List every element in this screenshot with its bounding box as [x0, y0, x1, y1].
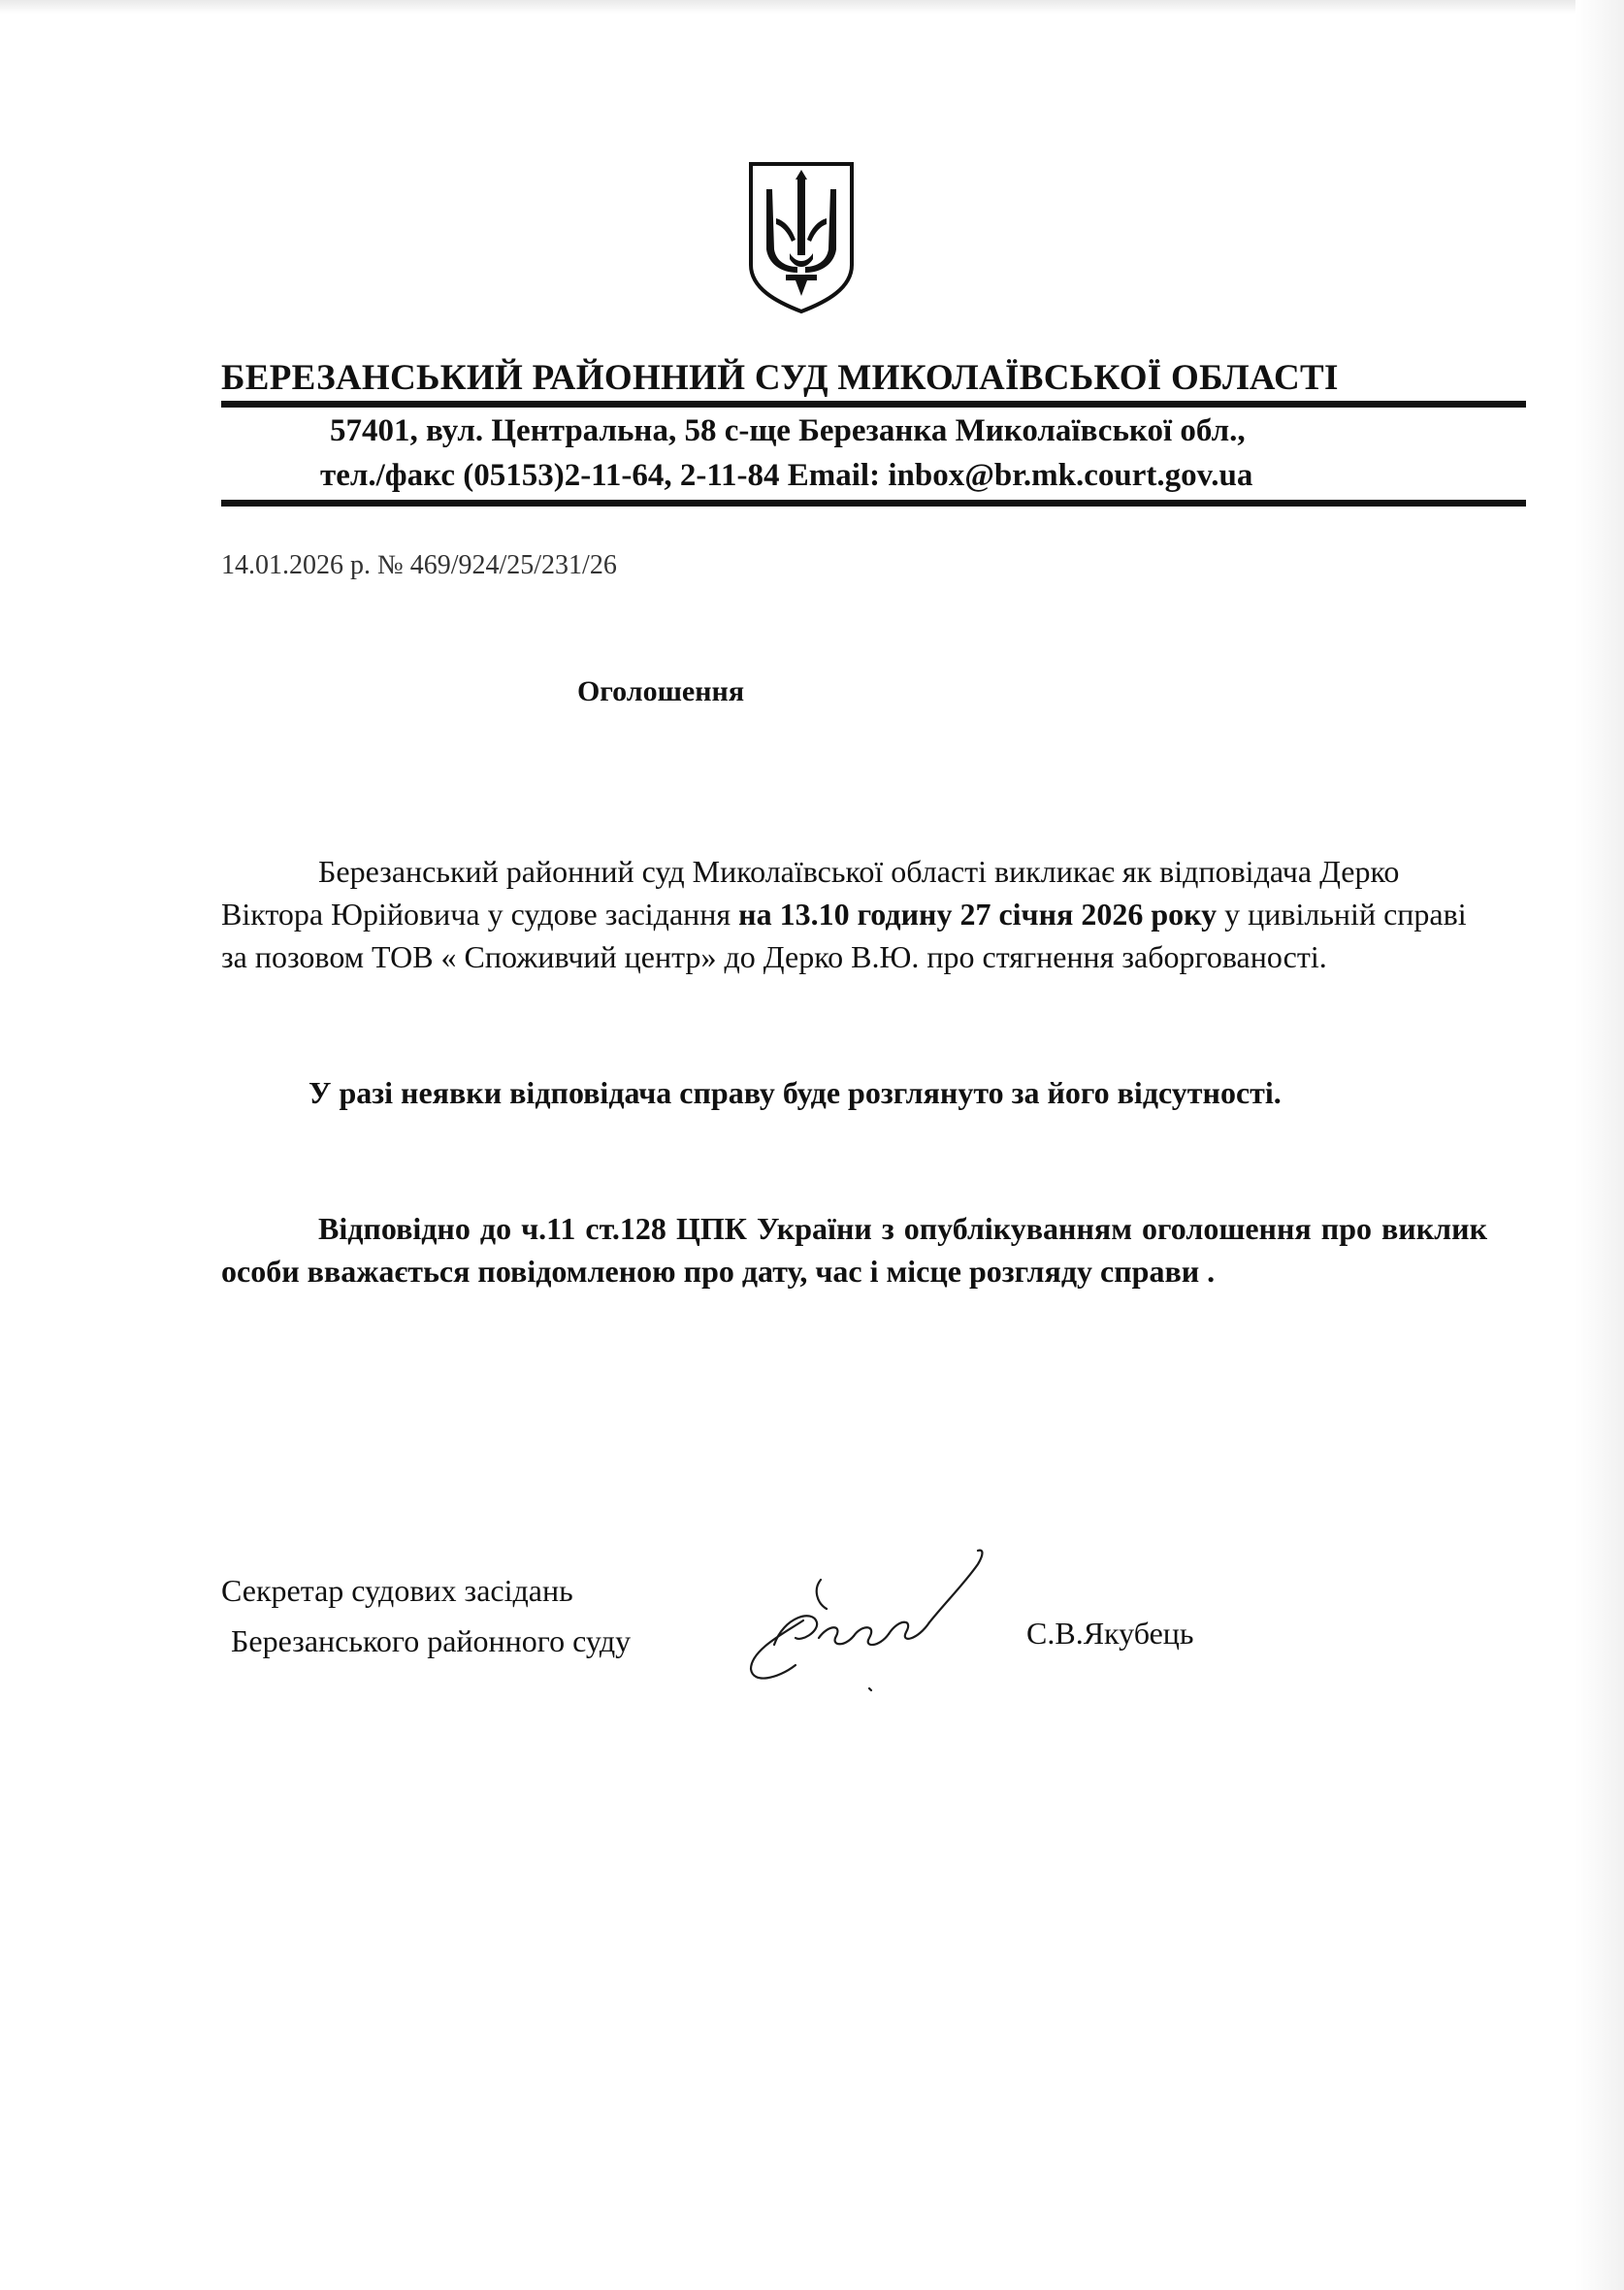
signer-position-line1: Секретар судових засідань: [221, 1573, 573, 1608]
header-rule-bottom: [221, 500, 1526, 507]
paragraph-absence: У разі неявки відповідача справу буде розглянуто за його відсутності.: [309, 1075, 1282, 1110]
handwritten-signature: [735, 1523, 1026, 1698]
signer-name: С.В.Якубець: [1026, 1616, 1194, 1651]
registration-number: 14.01.2026 р. № 469/924/25/231/26: [221, 550, 617, 580]
scan-edge-right: [1575, 0, 1624, 2290]
paragraph-summons: [221, 850, 1487, 978]
coat-of-arms-icon: [747, 160, 856, 315]
court-name: БЕРЕЗАНСЬКИЙ РАЙОННИЙ СУД МИКОЛАЇВСЬКОЇ ОБЛАСТІ: [221, 358, 1339, 398]
document-title: Оголошення: [576, 675, 745, 707]
paragraph-summons-text: Березанський районний суд Миколаївської області викликає як відповідача Дерко Віктора Юрійовича у судове засідання: [221, 854, 1400, 932]
signer-position: [221, 1565, 631, 1666]
header-rule-top: [221, 401, 1526, 408]
court-contacts: тел./факс (05153)2-11-64, 2-11-84 Email: inbox@br.mk.court.gov.ua: [320, 458, 1253, 493]
signer-position-line2: Березанського районного суду: [231, 1623, 632, 1658]
paragraph-notice: Відповідно до ч.11 ст.128 ЦПК України з опублікуванням оголошення про виклик особи вважається повідомленою про дату, час і місце розгляду справи .: [221, 1211, 1487, 1289]
paragraph-summons-tail: у цивільній справі за позовом ТОВ « Споживчий центр» до Дерко В.Ю. про стягнення заборгованості.: [221, 897, 1467, 974]
hearing-datetime: на 13.10 годину 27 січня 2026 року: [738, 897, 1218, 932]
court-address: 57401, вул. Центральна, 58 с-ще Березанка Миколаївської обл.,: [330, 413, 1246, 448]
scan-edge-top: [0, 0, 1624, 14]
